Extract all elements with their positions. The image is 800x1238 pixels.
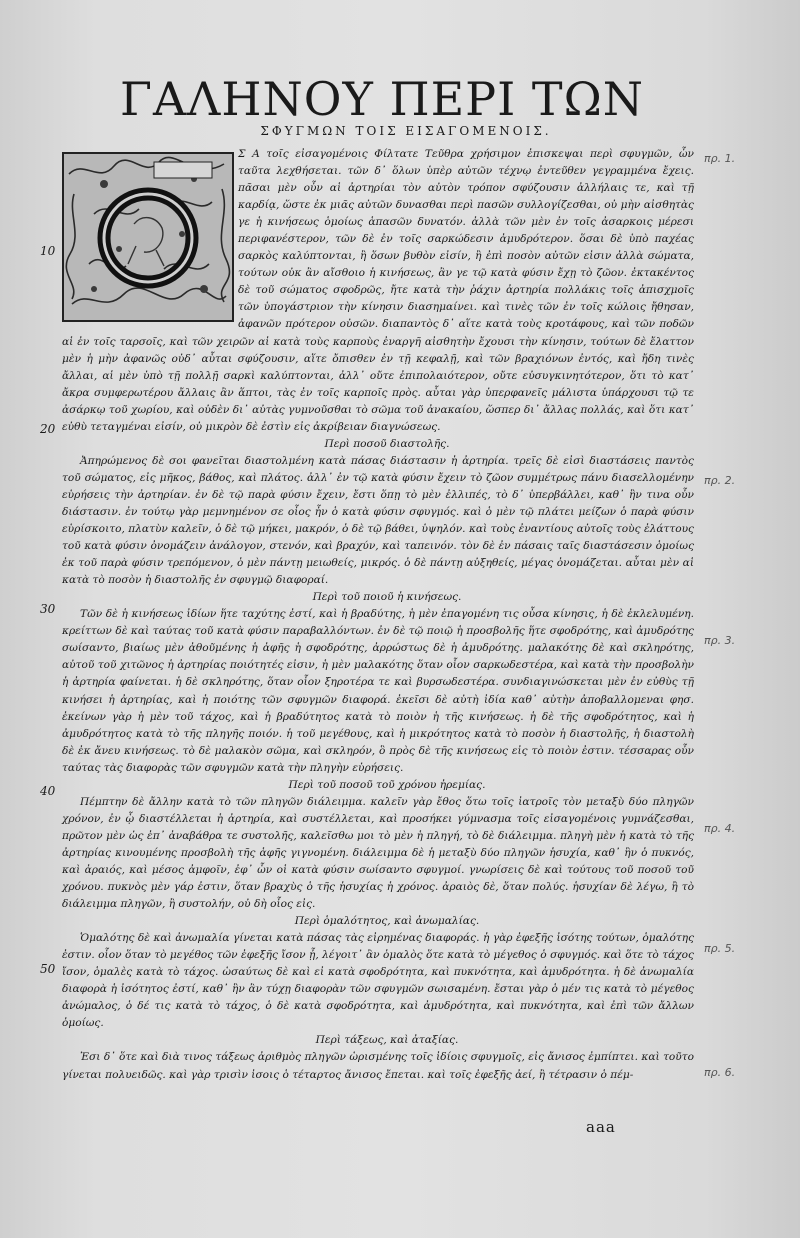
paragraph-order: Ἐσι δ᾽ ὅτε καὶ διὰ τινος τάξεως ἀριθμὸς πληγῶν ὡρισμένης τοῖς ἰδίοις σφυγμοῖς, εἰς ἄνισος ἐμπίπτει. καὶ τοῦτο γίνεται πολυειδῶς. καὶ γὰρ τρισὶν ἰσοις ὁ τέταρτος ἄνισος ἔπεται. καὶ τοῖς ἐφεξῆς ἀεί, ἢ τέτρασιν ὁ πέμ-: [62, 1051, 694, 1081]
paragraph-intro: Σ Α τοῖς εἰσαγομένοις Φίλτατε Τεῦθρα χρήσιμον ἐπισκεψαι περὶ σφυγμῶν, ὧν ταῦτα λεχθήσεται. τῶν δ᾽ ὅλων ὑπὲρ αὐτῶν τέχνῳ ἐντεῦθεν γεγραμμένα ἔχεις. πᾶσαι μὲν οὖν αἱ ἀρτηρίαι τὸν αὐτὸν τρόπον σφύζουσιν ἀλλήλαις τε, καὶ τῇ καρδίᾳ, ὥστε ἐκ μιᾶς αὐτῶν δυνασθαι περὶ πασῶν συλλογίζεσθαι, οὐ μὴν αἰσθητὰς γε ἡ κινήσεως ὁμοίως ἁπασῶν δυνατόν. ἀλλὰ τῶν μὲν ἐν τοῖς ἀσαρκοις μέρεσι περιφανέστερον, τῶν δὲ ἐν τοῖς σαρκώδεσιν ἀμυδρότερον. ὅσαι δὲ ὑπὸ παχέας σαρκὸς καλύπτονται, ἢ ὅσων βυθὸν εἰσίν, ἢ ἐπὶ ποσὸν αὐτῶν εἰσιν ἀλλὰ σώματα, τούτων οὐκ ἂν αἴσθοιο ἡ κινήσεως, ἂν γε τῷ κατὰ φύσιν ἔχῃ τὸ ζῶον. ἐκτακέντος δὲ τοῦ σώματος σφοδρῶς, ἤτε κατὰ τὴν ῥάχιν ἀρτηρία πολλάκις τοῖς ἀπισχμοῖς τῶν ὑπογάστριον τὴν κίνησιν διασημαίνει. καὶ τινὲς τῶν ἐν τοῖς κώλοις ἤθησαν, ἀφανῶν πρότερον οὐσῶν. διαπαντὸς δ᾽ αἵτε κατὰ τοὺς κροτάφους, καὶ τῶν ποδῶν αἱ ἐν τοῖς ταρσοῖς, καὶ τῶν χειρῶν αἱ κατὰ τοὺς καρποὺς ἐναργῆ αἰσθητὴν ἔχουσι τὴν κίνησιν, τούτων δὲ ἔλαττον μὲν ἡ μὴν ἀφανῶς οὐδ᾽ αὗται σφύζουσιν, αἵτε ὄπισθεν ἐν τῇ κεφαλῇ, καὶ τῶν βραχιόνων ἐντός, καὶ ἤδη τινὲς ἄλλαι, αἱ μὲν ὑπὸ τῇ πολλῇ σαρκὶ καλύπτονται, ἀλλ᾽ οὔτε ἐπιπολαιότερον, οὔτε εὐσυγκινητότερον, ὅτι τὸ κατ᾽ ἄκρα συμφερωτέρου ἄλλαις ἂν ἅπτοι, τὰς ἐν τοῖς καρποῖς πρὸς. αὗται γὰρ ὑπερφανεῖς μάλιστα ὑπάρχουσι τῷ τε ἀσάρκῳ τοῦ χωρίου, καὶ οὐδὲν δι᾽ αὐτὰς γυμνοῦσθαι τὸ σῶμα τοῦ ἀνακαίου, ὥσπερ δι᾽ ἄλλας πολλάς, καὶ ὅτι κατ᾽ εὐθὺ τεταγμέναι εἰσίν, οὐ μικρὸν δὲ ἐστὶν εἰς ἀκρίβειαν διαγνώσεως.: [62, 148, 694, 433]
page-title: ΓΑΛΗΝΟΥ ΠΕΡΙ ΤΩΝ: [120, 72, 644, 126]
section-heading-rest-time: Περὶ τοῦ ποσοῦ τοῦ χρόνου ἠρεμίας.: [288, 778, 486, 791]
paragraph-rest: Πέμπτην δὲ ἄλλην κατὰ τὸ τῶν πληγῶν διάλειμμα. καλεῖν γὰρ ἔθος ὅτω τοῖς ἰατροῖς τὸν μεταξὺ δύο πληγῶν χρόνον, ἐν ᾧ διαστέλλεται ἡ ἀρτηρία, καὶ συστέλλεται, καὶ προσήκει γύμνασμα τοῖς εἰσαγομένοις γυμνάζεσθαι, πρῶτον μὲν ὡς ἐπ᾽ ἀναβάθρα τε συστολῆς, καλεῖσθω μοι τὸ μὲν ἡ πληγή, τὸ δὲ διάλειμμα. πληγὴ μὲν ἡ κατὰ τὸ τῆς ἀρτηρίας κινουμένης προσβολὴ τῆς ἁφῆς γιγνομένη. διάλειμμα δὲ ἡ μεταξὺ δύο πληγῶν ἡσυχία, καθ᾽ ἣν ὁ πυκνός, καὶ ἀραιός, καὶ μέσος ἀμφοῖν, ἐφ᾽ ὧν οἱ κατὰ φύσιν σωίσαντο σφυγμοί. γνωρίσεις δὲ καὶ τούτους τοῦ ποσοῦ τοῦ χρόνου. πυκνὸς μὲν γάρ ἐστιν, ὅταν βραχὺς ὁ τῆς ἡσυχίας ἡ χρόνος. ἀραιὸς δὲ, ὅταν πολύς. ἡσυχίαν δὲ λέγω, ἢ τὸ διάλειμμα πληγῶν, ἢ συστολήν, οὐ δὴ οἷος εἰς.: [62, 795, 694, 911]
line-number: 10: [40, 244, 56, 258]
section-heading-regularity: Περὶ ὁμαλότητος, καὶ ἀνωμαλίας.: [294, 915, 480, 928]
paragraph-regularity: Ὁμαλότης δὲ καὶ ἀνωμαλία γίνεται κατὰ πάσας τὰς εἰρημένας διαφοράς. ἡ γὰρ ἐφεξῆς ἰσότης τούτων, ὁμαλότης ἐστιν. οἷον ὅταν τὸ μεγέθος τῶν ἐφεξῆς ἴσον ᾖ, λέγοιτ᾽ ἂν ὁμαλὸς ὅτε κατὰ τὸ μέγεθος ὁ σφυγμός. καὶ ὅτε τὸ τάχος ἴσον, ὁμαλὲς κατὰ τὸ τάχος. ὡσαύτως δὲ καὶ εἰ κατὰ σφοδρότητα, καὶ πυκνότητα, καὶ ἀμυδρότητα. ἡ δὲ ἀνωμαλία διαφορὰ ἡ ἰσότητος ἐστί, καθ᾽ ἣν ἂν τύχῃ διαφορὰν τῶν σφυγμῶν σωισαμένη. ἔσται γὰρ ὁ μέν τις κατὰ τὸ μέγεθος ἀνώμαλος, ὁ δέ τις κατὰ τὸ τάχος, ὁ δὲ κατὰ σφοδρότητα, καὶ ἀμυδρότητα, καὶ πυκνότητα, καὶ ἐπὶ τῶν ἄλλων ὁμοίως.: [62, 932, 694, 1030]
main-text-body: [62, 146, 694, 1084]
margin-note: πρ. 6.: [704, 1066, 736, 1079]
line-number: 30: [40, 602, 56, 616]
margin-note: πρ. 2.: [704, 474, 736, 487]
margin-note: πρ. 4.: [704, 822, 736, 835]
paragraph-motion: Τῶν δὲ ἡ κινήσεως ἰδίων ἥτε ταχύτης ἐστί, καὶ ἡ βραδύτης, ἡ μὲν ἐπαγομένη τις οὖσα κίνησις, ἡ δὲ ἐκλελυμένη. κρείττων δὲ καὶ ταύτας τοῦ κατὰ φύσιν παραβαλλόντων. ἐν δὲ τῷ ποιῷ ἡ προσβολῆς ἥτε σφοδρότης, καὶ ἀμυδρότης σωίσαντο, βιαίως μὲν ἀθοῦμένης ἡ ἁφῆς ἡ σφοδρότης, ἀρρώστως δὲ ἡ ἀμυδρότης. μαλακότης δὲ καὶ σκληρότης, αὐτοῦ τοῦ χιτῶνος ἡ ἀρτηρίας ποιότητές εἰσιν, ἡ μὲν μαλακότης ὅταν οἷον σαρκωδεστέρα, καὶ κατὰ τὴν προσβολὴν ἡ ἀρτηρία φαίνεται. ἡ δὲ σκληρότης, ὅταν οἷον ξηροτέρα τε καὶ βυρσωδεστέρα. συνδιαγινώσκεται μὲν ἐν εὐθὺς τῇ κινήσει ἡ ἀρτηρίας, καὶ ἡ ποιότης τῶν σφυγμῶν διαφορά. ἐκεῖσι δὲ αὐτὴ ἰδία καθ᾽ αὑτὴν ἀποβαλλομεναι φησ. ἐκείνων γὰρ ἡ μὲν τοῦ τάχος, καὶ ἡ βραδύτητος κατὰ τὸ ποιὸν ἡ τῆς κινήσεως. ἡ δὲ τῆς σφοδρότητος, καὶ ἡ ἀμυδρότητος κατὰ τὸ τῆς πληγῆς ποιόν. ἡ τοῦ μεγέθους, καὶ ἡ μικρότητος κατὰ τὸ ποσὸν ἡ διαστολῆς, ἡ διαστολὴ δὲ ἐκ ἄνευ κινήσεως. τὸ δὲ μαλακὸν σῶμα, καὶ σκληρόν, ὃ πρὸς δὲ τῆς κινήσεως εἰς τὸ ποιὸν ἐστιν. τέσσαρας οὖν ταύτας τὰς διαφορὰς τῶν σφυγμῶν κατὰ τὴν πληγὴν εὑρήσεις.: [62, 608, 694, 774]
section-heading-quality-motion: Περὶ τοῦ ποιοῦ ἡ κινήσεως.: [312, 591, 462, 604]
initial-spacer: [62, 146, 238, 322]
signature-mark: aaa: [586, 1118, 616, 1136]
section-heading-order: Περὶ τάξεως, καὶ ἀταξίας.: [315, 1034, 459, 1047]
margin-note: πρ. 5.: [704, 942, 736, 955]
section-heading-quantity-dilation: Περὶ ποσοῦ διαστολῆς.: [324, 437, 450, 450]
page-subtitle: ΣΦΥΓΜΩΝ ΤΟΙΣ ΕΙΣΑΓΟΜΕΝΟΙΣ.: [260, 124, 552, 138]
line-number: 20: [40, 422, 56, 436]
line-number: 50: [40, 962, 56, 976]
margin-note: πρ. 1.: [704, 152, 736, 165]
margin-note: πρ. 3.: [704, 634, 736, 647]
paragraph-dilation: Ἀπηρώμενος δὲ σοι φανεῖται διαστολμένη κατὰ πάσας διάστασιν ἡ ἀρτηρία. τρεῖς δὲ εἰσὶ διαστάσεις παντὸς τοῦ σώματος, εἰς μῆκος, βάθος, καὶ πλάτος. ἀλλ᾽ ἐν τῷ κατὰ φύσιν ἔχειν τὸ ζῶον συμμέτρως πάνυ διασελλομένην εὑρήσεις τὴν ἀρτηρίαν. ἐν δὲ τῷ παρὰ φύσιν ἔχειν, ἔστι ὅπῃ τὸ μὲν ἐλλιπές, τὸ δ᾽ ὑπερβάλλει, καθ᾽ ἣν τινα οὖν διάστασιν. ἐν τούτῳ γὰρ μεμνημένον σε οἷος ἦν ὁ κατὰ φύσιν σφυγμός. καὶ ὁ μὲν τῷ πλάτει μείζων ὁ παρὰ φύσιν εὑρίσκοιτο, πλατὺν καλεῖν, ὁ δὲ τῷ μήκει, μακρόν, ὁ δὲ τῷ βάθει, ὑψηλόν. καὶ τοὺς ἐναντίους αὐτοῖς τοὺς ἐλάττους τοῦ κατὰ φύσιν ὀνομάζειν ἀνάλογον, στενόν, καὶ βραχύν, καὶ ταπεινόν. τὸν δὲ ἐν πάσαις ταῖς διαστάσεσιν ὁμοίως ἐκ τοῦ παρὰ φύσιν τρεπόμενον, ὁ μὲν πάντῃ μειωθείς, μικρός. ὁ δὲ πάντῃ αὐξηθείς, μέγας ὀνομάζεται. αὗται μὲν αἱ κατὰ τὸ ποσὸν ἡ διαστολῆς ἐν σφυγμῷ διαφοραί.: [62, 454, 694, 587]
line-number: 40: [40, 784, 56, 798]
